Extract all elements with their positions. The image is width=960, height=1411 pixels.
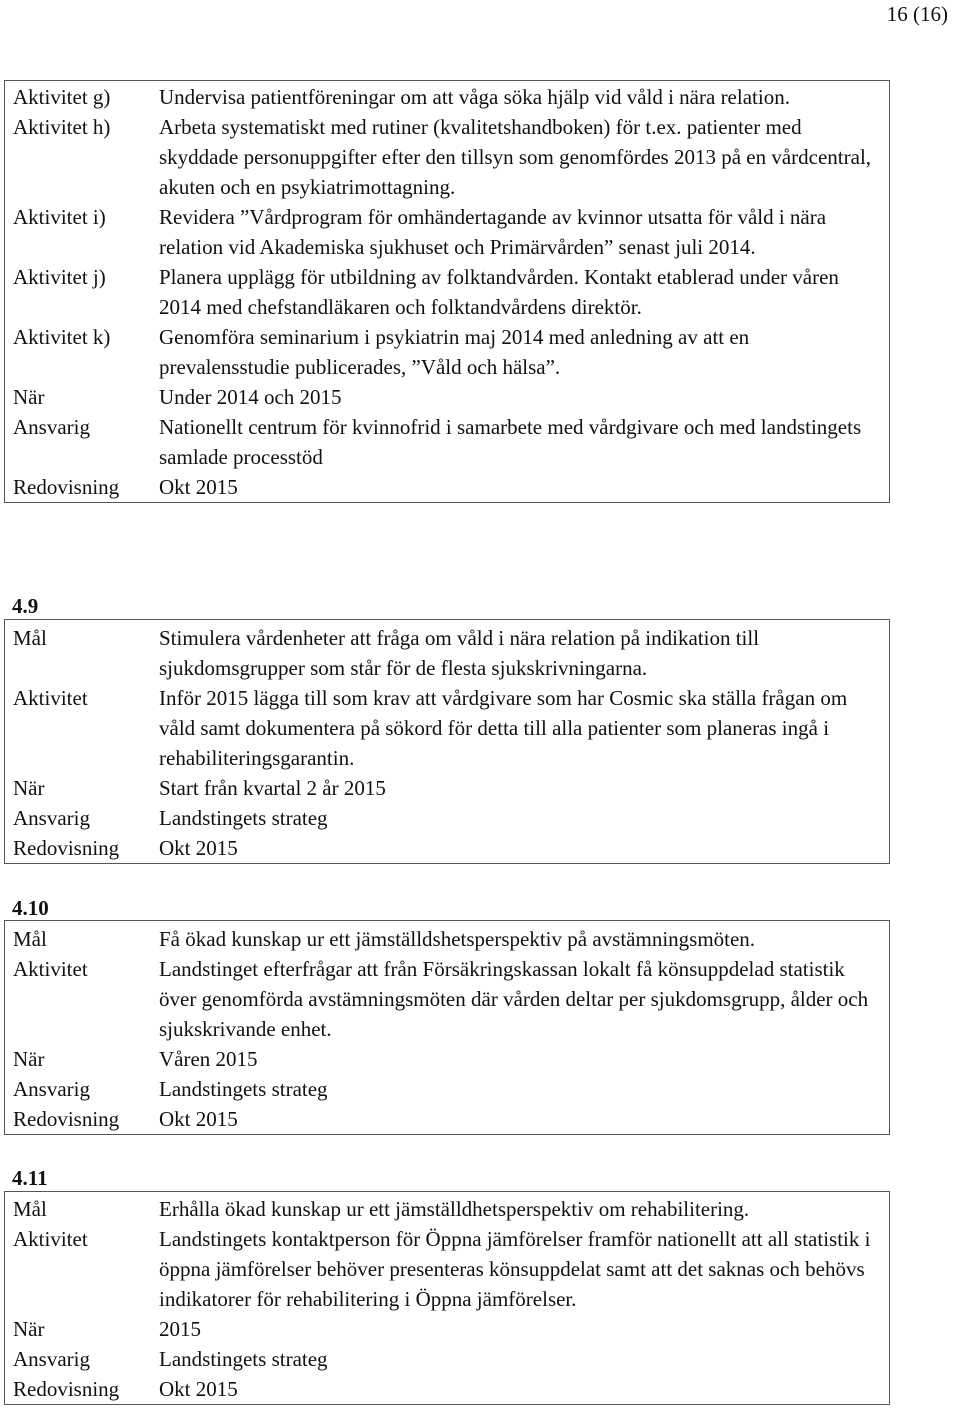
row-text: Revidera ”Vårdprogram för omhändertagande av kvinnor utsatta för våld i nära relation vid Akademiska sjukhuset och Primärvården” senast juli 2014. bbox=[159, 205, 827, 259]
table-row bbox=[5, 1074, 889, 1104]
row-text: Okt 2015 bbox=[159, 1377, 238, 1401]
section-4-9-table bbox=[4, 619, 890, 864]
table-row bbox=[5, 1104, 889, 1134]
row-label: Aktivitet k) bbox=[13, 325, 111, 349]
row-text: Landstingets strateg bbox=[159, 1347, 328, 1371]
row-label: Ansvarig bbox=[13, 415, 90, 439]
page-number: 16 (16) bbox=[886, 2, 948, 26]
table-row bbox=[5, 472, 889, 502]
row-text: Okt 2015 bbox=[159, 1107, 238, 1131]
table-row bbox=[5, 954, 889, 1044]
row-text: Landstinget efterfrågar att från Försäkringskassan lokalt få könsuppdelad statistik över genomförda avstämningsmöten där vården deltar per sjukdomsgrupp, ålder och sjukskrivande enhet. bbox=[159, 957, 869, 1041]
row-text: Okt 2015 bbox=[159, 475, 238, 499]
row-label: Aktivitet bbox=[13, 957, 88, 981]
table-row bbox=[5, 921, 889, 954]
table-row bbox=[5, 81, 889, 112]
row-text: Undervisa patientföreningar om att våga söka hjälp vid våld i nära relation. bbox=[159, 85, 790, 109]
table-row bbox=[5, 1044, 889, 1074]
table-row bbox=[5, 1224, 889, 1314]
row-text: Erhålla ökad kunskap ur ett jämställdhetsperspektiv om rehabilitering. bbox=[159, 1197, 750, 1221]
row-label: Aktivitet h) bbox=[13, 115, 111, 139]
section-heading-4-11: 4.11 bbox=[12, 1166, 48, 1190]
row-label: Redovisning bbox=[13, 1377, 120, 1401]
row-text: Planera upplägg för utbildning av folktandvården. Kontakt etablerad under våren 2014 med chefstandläkaren och folktandvårdens direktör. bbox=[159, 265, 839, 319]
table-row bbox=[5, 262, 889, 322]
table-row bbox=[5, 803, 889, 833]
row-text: 2015 bbox=[159, 1317, 201, 1341]
row-text: Stimulera vårdenheter att fråga om våld i nära relation på indikation till sjukdomsgrupper som står för de flesta sjukskrivningarna. bbox=[159, 626, 760, 680]
table-row bbox=[5, 1314, 889, 1344]
row-text: Landstingets strateg bbox=[159, 806, 328, 830]
table-row bbox=[5, 1374, 889, 1404]
row-text: Våren 2015 bbox=[159, 1047, 258, 1071]
table-row bbox=[5, 322, 889, 382]
table-row bbox=[5, 382, 889, 412]
row-label: När bbox=[13, 1317, 45, 1341]
row-text: Nationellt centrum för kvinnofrid i samarbete med vårdgivare och med landstingets samlade processtöd bbox=[159, 415, 862, 469]
table-row bbox=[5, 112, 889, 202]
row-label: Aktivitet g) bbox=[13, 85, 111, 109]
row-label: Aktivitet bbox=[13, 1227, 88, 1251]
row-label: Redovisning bbox=[13, 475, 120, 499]
row-label: När bbox=[13, 1047, 45, 1071]
table-row bbox=[5, 773, 889, 803]
row-label: Mål bbox=[13, 626, 47, 650]
row-label: Ansvarig bbox=[13, 1077, 90, 1101]
section-heading-4-10: 4.10 bbox=[12, 896, 49, 920]
row-text: Start från kvartal 2 år 2015 bbox=[159, 776, 386, 800]
table-row bbox=[5, 620, 889, 683]
section-4-11-table bbox=[4, 1191, 890, 1405]
row-label: Aktivitet i) bbox=[13, 205, 106, 229]
row-text: Under 2014 och 2015 bbox=[159, 385, 342, 409]
row-text: Okt 2015 bbox=[159, 836, 238, 860]
row-label: Mål bbox=[13, 1197, 47, 1221]
table-row bbox=[5, 1344, 889, 1374]
row-text: Genomföra seminarium i psykiatrin maj 2014 med anledning av att en prevalensstudie publicerades, ”Våld och hälsa”. bbox=[159, 325, 750, 379]
row-text: Arbeta systematiskt med rutiner (kvalitetshandboken) för t.ex. patienter med skyddade personuppgifter efter den tillsyn som genomfördes 2013 på en vårdcentral, akuten och en psykiatrimottagning. bbox=[159, 115, 872, 199]
table-row bbox=[5, 833, 889, 863]
row-label: När bbox=[13, 385, 45, 409]
row-label: Redovisning bbox=[13, 1107, 120, 1131]
section-heading-4-9: 4.9 bbox=[12, 594, 39, 618]
table-row bbox=[5, 202, 889, 262]
row-text: Inför 2015 lägga till som krav att vårdgivare som har Cosmic ska ställa frågan om våld samt dokumentera på sökord för detta till alla patienter som planeras ingå i rehabiliteringsgarantin. bbox=[159, 686, 848, 770]
row-label: Redovisning bbox=[13, 836, 120, 860]
table-row bbox=[5, 1192, 889, 1224]
table-row bbox=[5, 412, 889, 472]
row-text: Landstingets kontaktperson för Öppna jämförelser framför nationellt att all statistik i öppna jämförelser behöver presenteras könsuppdelat samt att det saknas och behövs indikatorer för rehabilitering i Öppna jämförelser. bbox=[159, 1227, 871, 1311]
row-label: Aktivitet bbox=[13, 686, 88, 710]
row-label: Mål bbox=[13, 927, 47, 951]
table-row bbox=[5, 683, 889, 773]
row-label: När bbox=[13, 776, 45, 800]
activities-table bbox=[4, 80, 890, 503]
section-4-10-table bbox=[4, 920, 890, 1135]
row-text: Landstingets strateg bbox=[159, 1077, 328, 1101]
row-label: Aktivitet j) bbox=[13, 265, 106, 289]
row-text: Få ökad kunskap ur ett jämställdshetsperspektiv på avstämningsmöten. bbox=[159, 927, 756, 951]
row-label: Ansvarig bbox=[13, 1347, 90, 1371]
row-label: Ansvarig bbox=[13, 806, 90, 830]
